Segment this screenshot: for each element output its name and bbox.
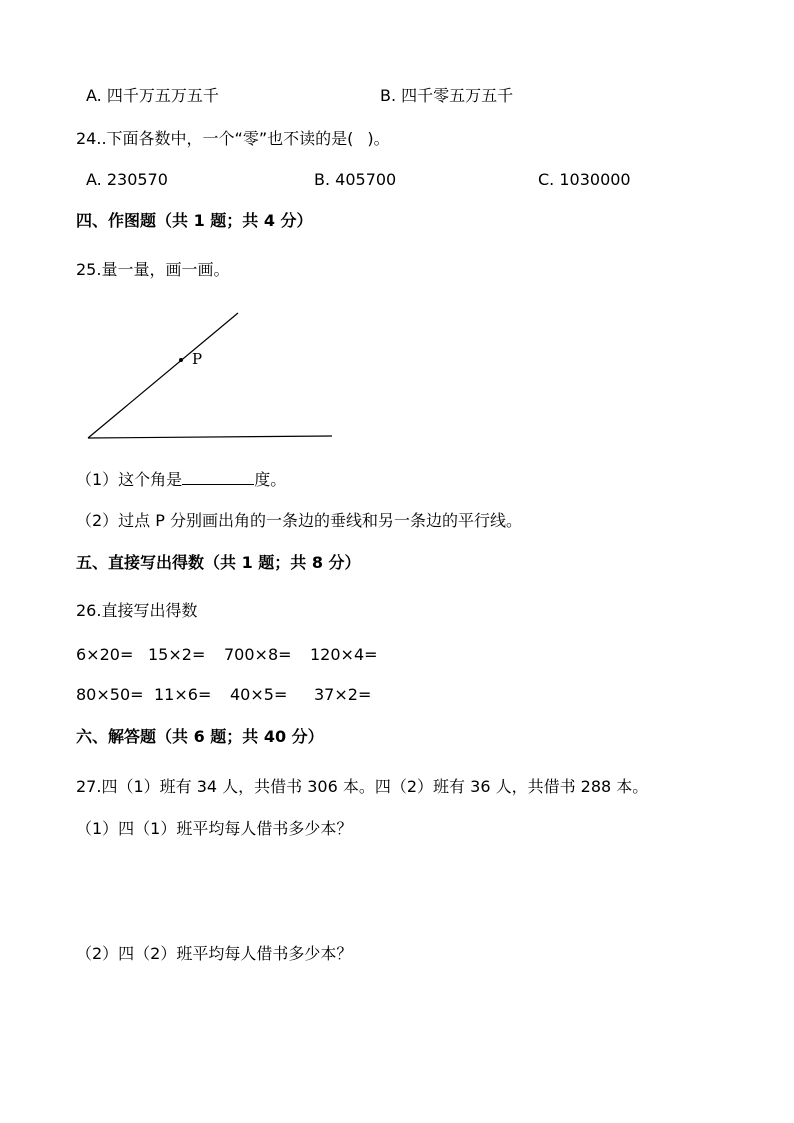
q26-row1-item2: 15×2= xyxy=(148,645,206,664)
q27-part2: （2）四（2）班平均每人借书多少本？ xyxy=(76,944,353,963)
angle-figure xyxy=(80,305,350,445)
q26-row2-item1: 80×50= xyxy=(76,685,144,704)
q25-part1 xyxy=(76,470,286,490)
answer-blank[interactable] xyxy=(182,470,254,485)
point-p-label: P xyxy=(192,350,203,368)
q24-option-c: C. 1030000 xyxy=(538,170,631,189)
q26-row1-item1: 6×20= xyxy=(76,645,134,664)
q27-part1: （1）四（1）班平均每人借书多少本？ xyxy=(76,819,353,838)
q24-stem xyxy=(76,129,390,149)
angle-upper-ray xyxy=(88,313,238,438)
q24-stem-after: )。 xyxy=(367,129,390,148)
q26-row2-item2: 11×6= xyxy=(154,685,212,704)
angle-lower-ray xyxy=(88,436,332,438)
q25-part2: （2）过点 P 分别画出角的一条边的垂线和另一条边的平行线。 xyxy=(76,511,523,530)
q25-stem: 25.量一量，画一画。 xyxy=(76,260,230,279)
section-4-title: 四、作图题（共 1 题；共 4 分） xyxy=(76,211,313,230)
q25-part1-before: （1）这个角是 xyxy=(76,470,183,489)
q24-option-b: B. 405700 xyxy=(314,170,397,189)
q27-stem: 27.四（1）班有 34 人，共借书 306 本。四（2）班有 36 人，共借书 288 本。 xyxy=(76,777,649,796)
section-5-title: 五、直接写出得数（共 1 题；共 8 分） xyxy=(76,553,361,572)
q26-row2-item4: 37×2= xyxy=(314,685,372,704)
q26-stem: 26.直接写出得数 xyxy=(76,601,198,620)
q24-option-a: A. 230570 xyxy=(86,170,168,189)
q23-option-b: B. 四千零五万五千 xyxy=(380,86,514,105)
q25-part1-after: 度。 xyxy=(254,470,287,489)
section-6-title: 六、解答题（共 6 题；共 40 分） xyxy=(76,727,324,746)
q26-row2-item3: 40×5= xyxy=(230,685,288,704)
q24-stem-before: 24..下面各数中，一个“零”也不读的是( xyxy=(76,129,354,148)
q26-row1-item4: 120×4= xyxy=(310,645,378,664)
q23-option-a: A. 四千万五万五千 xyxy=(86,86,219,105)
point-p-dot xyxy=(179,358,183,362)
q26-row1-item3: 700×8= xyxy=(224,645,292,664)
